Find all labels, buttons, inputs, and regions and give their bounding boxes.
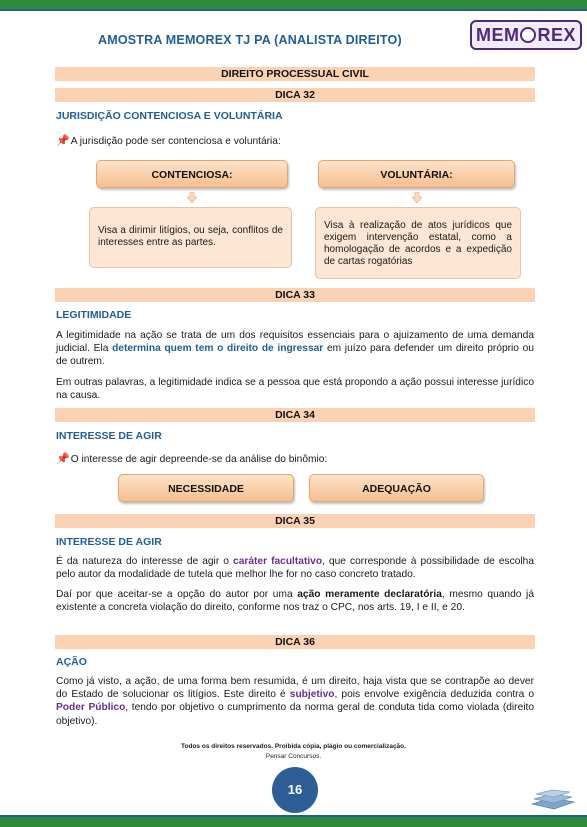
dica-33-paragraph-2: Em outras palavras, a legitimidade indica se a pessoa que está propondo a ação possui interesse jurídico na causa. <box>56 377 534 402</box>
dica-35-p1-highlight: caráter facultativo <box>233 556 323 567</box>
contenciosa-body: Visa a dirimir litígios, ou seja, conflitos de interesses entre as partes. <box>89 207 292 268</box>
dica-36-p1-start: Como já visto, a ação, de uma forma bem resumida, é um direito, haja vista que se contrapõe ao dever do Estado de solucionar os litígios. Este direito é <box>56 676 534 701</box>
dica-36-p1-highlight-1: subjetivo <box>289 689 335 701</box>
pushpin-icon: 📌 <box>56 135 70 147</box>
subject-band: DIREITO PROCESSUAL CIVIL <box>55 67 535 81</box>
page-header-title: AMOSTRA MEMOREX TJ PA (ANALISTA DIREITO) <box>98 33 402 47</box>
dica-35-p1-start: É da natureza do interesse de agir o <box>56 556 234 567</box>
dica-36-paragraph-1 <box>56 675 534 728</box>
book-stack-icon <box>530 786 576 812</box>
page-number: 16 <box>272 767 318 813</box>
dica-34-intro <box>56 453 534 466</box>
footer-rights: Todos os direitos reservados. Proibida cópia, plágio ou comercialização. <box>181 743 406 750</box>
dica-33-title: LEGITIMIDADE <box>56 309 132 321</box>
dica-35-paragraph-1 <box>56 555 534 581</box>
voluntaria-body: Visa à realização de atos jurídicos que exigem intervenção estatal, como a homologação de acordos e a expedição de cartas rogatórias <box>315 207 521 279</box>
necessidade-box: NECESSIDADE <box>118 474 294 502</box>
dica-35-band: DICA 35 <box>55 514 535 528</box>
down-arrow-icon <box>187 192 197 203</box>
dica-32-intro-text: A jurisdição pode ser contenciosa e voluntária: <box>70 136 281 147</box>
memorex-logo <box>470 20 582 50</box>
bottom-green-bar <box>0 817 587 827</box>
dica-34-title: INTERESSE DE AGIR <box>56 430 162 442</box>
lightbulb-icon <box>520 27 536 43</box>
dica-35-p2-highlight: ação meramente declaratória <box>297 589 442 600</box>
dica-33-band: DICA 33 <box>55 288 535 302</box>
dica-36-p1-middle: , pois envolve exigência deduzida contra o <box>334 689 534 701</box>
dica-33-p1-highlight: determina quem tem o direito de ingressar <box>112 343 324 355</box>
dica-36-p1-end: , tendo por objetivo o cumprimento da norma geral de conduta tida como violada (direito objetivo). <box>56 702 534 727</box>
voluntaria-header: VOLUNTÁRIA: <box>318 160 515 188</box>
logo-text-right: REX <box>537 24 576 45</box>
dica-36-p1-highlight-2: Poder Público <box>56 702 126 714</box>
dica-34-band: DICA 34 <box>55 408 535 422</box>
down-arrow-icon <box>412 192 422 203</box>
dica-36-title: AÇÃO <box>56 656 87 668</box>
footer-brand: Pensar Concursos. <box>265 753 322 760</box>
dica-33-p1-end: em juízo para defender um direito próprio ou de outrem. <box>56 343 534 368</box>
top-green-bar <box>0 0 587 9</box>
dica-32-intro <box>56 135 534 148</box>
dica-36-band: DICA 36 <box>55 635 535 649</box>
adequacao-box: ADEQUAÇÃO <box>309 474 484 502</box>
top-blue-line <box>0 9 587 11</box>
dica-33-paragraph-1 <box>56 329 534 369</box>
pushpin-icon: 📌 <box>56 453 70 465</box>
dica-35-p2-end: , mesmo quando já existente a concreta violação do direito, conforme nos traz o CPC, nos arts. 19, I e II, e 20. <box>56 589 534 614</box>
dica-32-title: JURISDIÇÃO CONTENCIOSA E VOLUNTÁRIA <box>56 110 283 122</box>
dica-33-p1-start: A legitimidade na ação se trata de um dos requisitos essenciais para o ajuizamento de uma demanda judicial. Ela <box>56 330 534 355</box>
contenciosa-header: CONTENCIOSA: <box>96 160 288 188</box>
dica-35-p2-start: Daí por que aceitar-se a opção do autor por uma <box>56 589 298 600</box>
dica-32-band: DICA 32 <box>55 88 535 102</box>
dica-34-intro-text: O interesse de agir depreende-se da análise do binômio: <box>70 454 328 465</box>
dica-35-title: INTERESSE DE AGIR <box>56 536 162 548</box>
logo-text-left: MEM <box>475 24 520 45</box>
dica-35-paragraph-2 <box>56 588 534 614</box>
dica-35-p1-end: , que corresponde à possibilidade de escolha pelo autor da modalidade de tutela que melhor lhe for no caso concreto tratado. <box>56 556 534 581</box>
